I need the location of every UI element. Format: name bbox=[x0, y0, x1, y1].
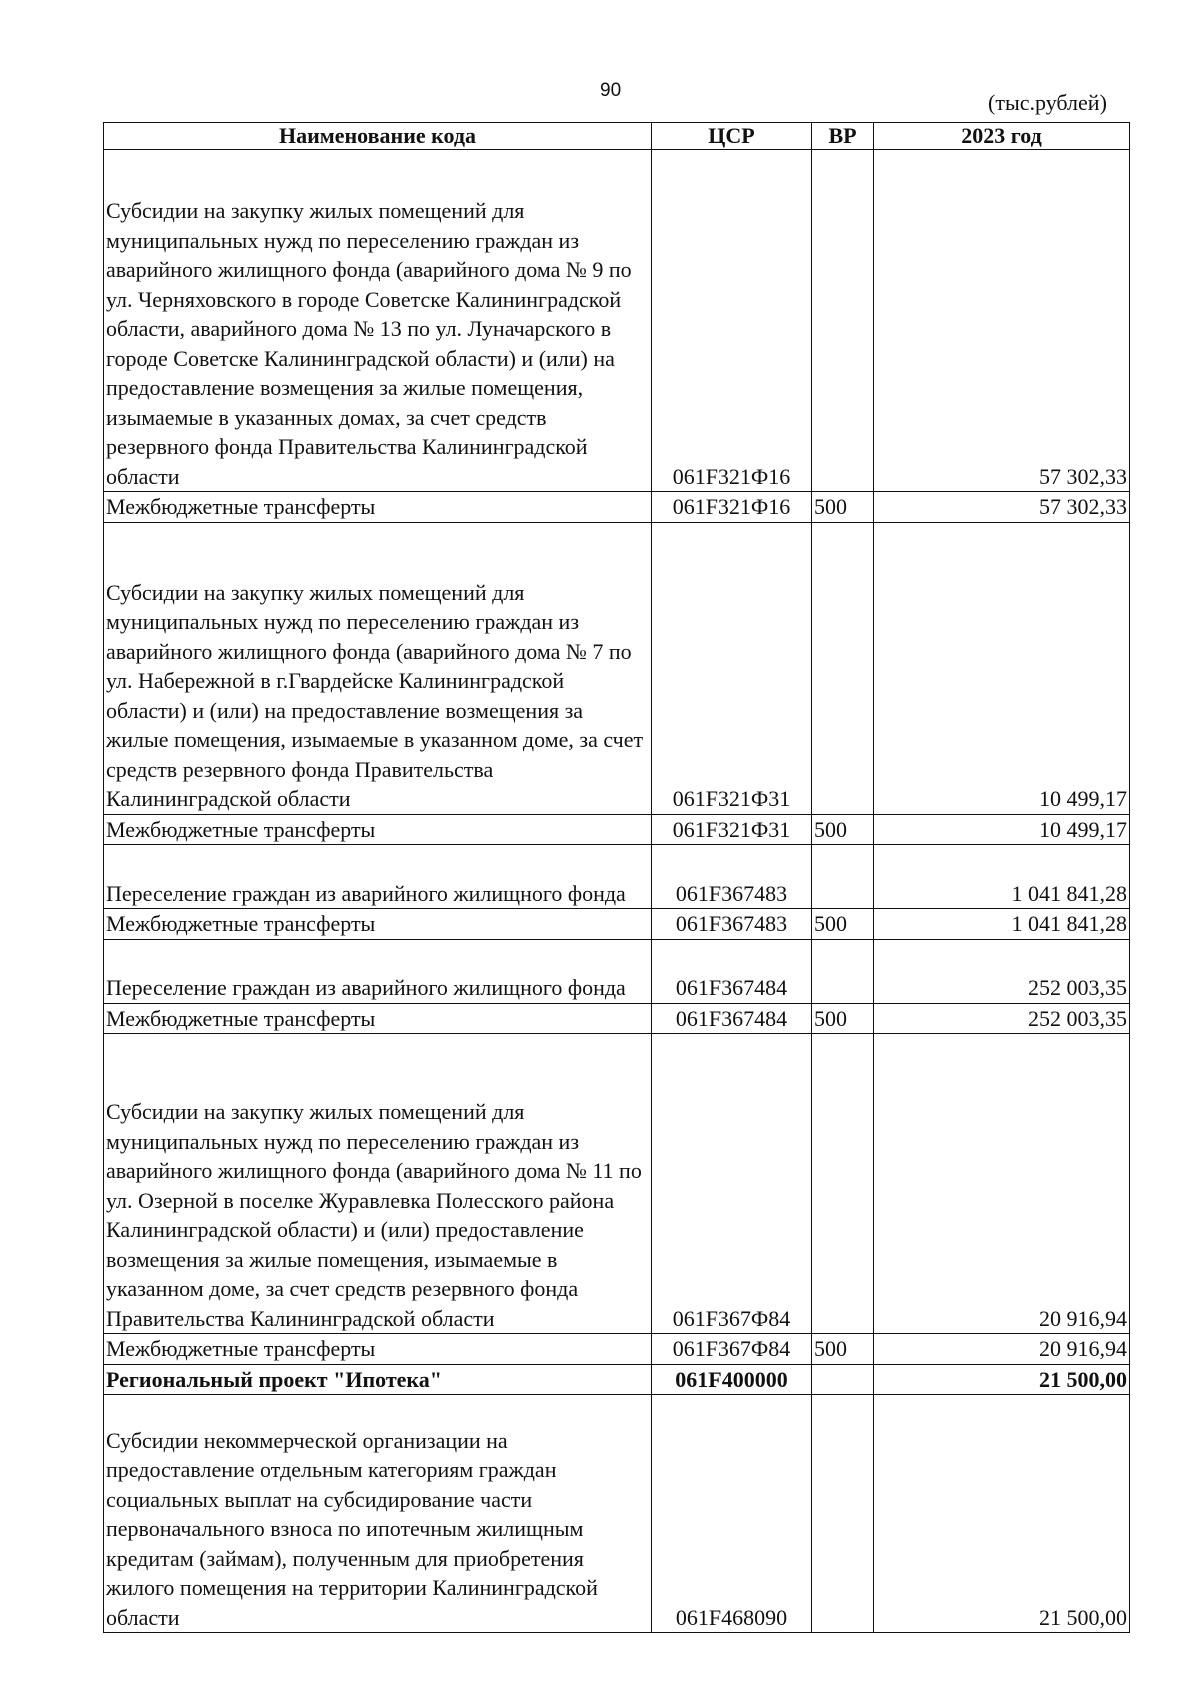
row-vr: 500 bbox=[812, 1003, 874, 1034]
row-vr bbox=[812, 939, 874, 1003]
row-csr: 061F367484 bbox=[652, 1003, 812, 1034]
row-vr bbox=[812, 1395, 874, 1633]
row-name: Переселение граждан из аварийного жилищного фонда bbox=[104, 845, 652, 909]
row-vr: 500 bbox=[812, 492, 874, 523]
row-name: Межбюджетные трансферты bbox=[104, 814, 652, 845]
row-name: Межбюджетные трансферты bbox=[104, 909, 652, 940]
header-csr: ЦСР bbox=[652, 123, 812, 150]
page-number: 90 bbox=[600, 80, 622, 101]
row-amount: 10 499,17 bbox=[874, 522, 1130, 814]
row-name: Субсидии на закупку жилых помещений для муниципальных нужд по переселению граждан из аварийного жилищного фонда (аварийного дома № 11 по ул. Озерной в поселке Журавлевка Полесского района Калининградской области) и (или) предоставление возмещения за жилые помещения, изымаемые в указанном доме, за счет средств резервного фонда Правительства Калининградской области bbox=[104, 1034, 652, 1334]
row-name: Региональный проект "Ипотека" bbox=[104, 1364, 652, 1395]
row-name: Переселение граждан из аварийного жилищного фонда bbox=[104, 939, 652, 1003]
row-csr: 061F367483 bbox=[652, 909, 812, 940]
row-name: Субсидии на закупку жилых помещений для муниципальных нужд по переселению граждан из аварийного жилищного фонда (аварийного дома № 9 по ул. Черняховского в городе Советске Калининградской области, аварийного дома № 13 по ул. Луначарского в городе Советске Калининградской области) и (или) на предоставление возмещения за жилые помещения, изымаемые в указанных домах, за счет средств резервного фонда Правительства Калининградской области bbox=[104, 150, 652, 492]
table-row bbox=[104, 814, 1130, 845]
row-amount: 57 302,33 bbox=[874, 150, 1130, 492]
row-amount: 252 003,35 bbox=[874, 939, 1130, 1003]
table-header-row bbox=[104, 123, 1130, 150]
row-csr: 061F367Ф84 bbox=[652, 1334, 812, 1365]
row-name: Межбюджетные трансферты bbox=[104, 492, 652, 523]
row-name: Субсидии некоммерческой организации на предоставление отдельным категориям граждан социальных выплат на субсидирование части первоначального взноса по ипотечным жилищным кредитам (займам), полученным для приобретения жилого помещения на территории Калининградской области bbox=[104, 1395, 652, 1633]
table-row bbox=[104, 522, 1130, 814]
row-vr: 500 bbox=[812, 814, 874, 845]
row-vr bbox=[812, 150, 874, 492]
row-amount: 10 499,17 bbox=[874, 814, 1130, 845]
table-row bbox=[104, 1364, 1130, 1395]
row-vr bbox=[812, 522, 874, 814]
row-amount: 21 500,00 bbox=[874, 1364, 1130, 1395]
table-row bbox=[104, 845, 1130, 909]
row-name: Межбюджетные трансферты bbox=[104, 1003, 652, 1034]
table-row bbox=[104, 939, 1130, 1003]
row-csr: 061F321Ф16 bbox=[652, 150, 812, 492]
row-csr: 061F321Ф31 bbox=[652, 814, 812, 845]
row-amount: 21 500,00 bbox=[874, 1395, 1130, 1633]
row-csr: 061F468090 bbox=[652, 1395, 812, 1633]
table-row bbox=[104, 1003, 1130, 1034]
table-row bbox=[104, 1034, 1130, 1334]
table-row bbox=[104, 1395, 1130, 1633]
header-year: 2023 год bbox=[874, 123, 1130, 150]
budget-table bbox=[103, 122, 1130, 1633]
row-csr: 061F400000 bbox=[652, 1364, 812, 1395]
row-vr bbox=[812, 845, 874, 909]
row-csr: 061F321Ф16 bbox=[652, 492, 812, 523]
row-vr: 500 bbox=[812, 909, 874, 940]
row-amount: 20 916,94 bbox=[874, 1334, 1130, 1365]
row-amount: 20 916,94 bbox=[874, 1034, 1130, 1334]
table-row bbox=[104, 492, 1130, 523]
row-csr: 061F321Ф31 bbox=[652, 522, 812, 814]
header-vr: ВР bbox=[812, 123, 874, 150]
row-vr: 500 bbox=[812, 1334, 874, 1365]
header-name: Наименование кода bbox=[104, 123, 652, 150]
row-amount: 57 302,33 bbox=[874, 492, 1130, 523]
table-row bbox=[104, 150, 1130, 492]
table-row bbox=[104, 1334, 1130, 1365]
table-row bbox=[104, 909, 1130, 940]
row-csr: 061F367Ф84 bbox=[652, 1034, 812, 1334]
row-csr: 061F367483 bbox=[652, 845, 812, 909]
row-csr: 061F367484 bbox=[652, 939, 812, 1003]
row-vr bbox=[812, 1364, 874, 1395]
row-name: Субсидии на закупку жилых помещений для муниципальных нужд по переселению граждан из аварийного жилищного фонда (аварийного дома № 7 по ул. Набережной в г.Гвардейске Калининградской области) и (или) на предоставление возмещения за жилые помещения, изымаемые в указанном доме, за счет средств резервного фонда Правительства Калининградской области bbox=[104, 522, 652, 814]
units-label: (тыс.рублей) bbox=[988, 90, 1107, 115]
row-amount: 252 003,35 bbox=[874, 1003, 1130, 1034]
row-vr bbox=[812, 1034, 874, 1334]
row-name: Межбюджетные трансферты bbox=[104, 1334, 652, 1365]
row-amount: 1 041 841,28 bbox=[874, 909, 1130, 940]
row-amount: 1 041 841,28 bbox=[874, 845, 1130, 909]
